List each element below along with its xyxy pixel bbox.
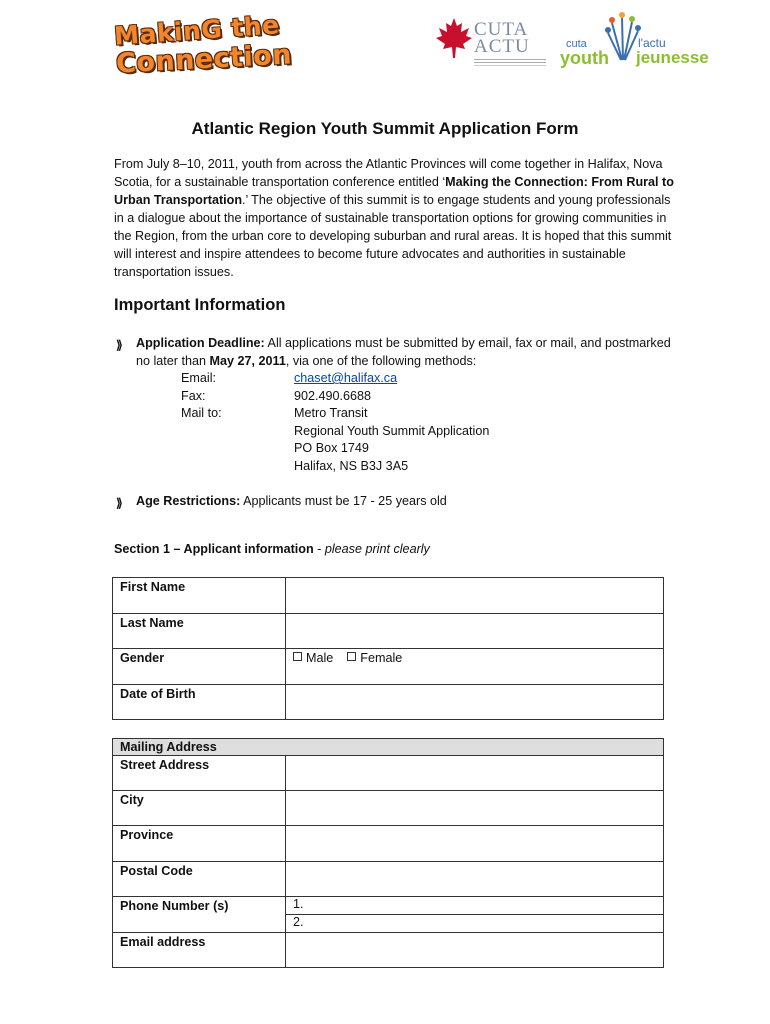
table-row (113, 578, 664, 614)
table-row (113, 897, 664, 915)
email-label: Email: (181, 371, 216, 385)
phone-2-field[interactable]: 2. (286, 915, 664, 933)
email-link[interactable]: chaset@halifax.ca (294, 371, 398, 385)
table-row (113, 739, 664, 756)
intro-paragraph (114, 155, 674, 281)
table-row (113, 862, 664, 897)
city-field[interactable] (286, 791, 664, 826)
gender-label: Gender (113, 649, 286, 685)
applicant-table (112, 577, 664, 720)
female-checkbox[interactable] (347, 652, 356, 661)
intro-text-1: From July 8–10, 2011, youth from across the Atlantic Provinces will come together in Halifax, Nova Scotia, for a sustainable transportation conference entitled ‘ (114, 157, 663, 189)
intro-text-2: .’ The objective of this summit is to engage students and young professionals in a dialogue about the importance of sustainable transportation options for growing communities in the Region, from the urban core to developing suburban and rural areas. It is hoped that this summit will interest and inspire attendees to become future advocates and authorities in sustainable transportation issues. (114, 193, 672, 279)
jeunesse-text: jeunesse (636, 48, 709, 67)
section-1-separator: - (313, 542, 325, 556)
phone-1-field[interactable]: 1. (286, 897, 664, 915)
male-checkbox[interactable] (293, 652, 302, 661)
deadline-text-1: All applications must be submitted by email, fax or mail, and postmarked no later than (136, 336, 671, 368)
logo-line-2: Connection (115, 39, 293, 80)
mail-line-2: Regional Youth Summit Application (294, 424, 490, 438)
province-label: Province (113, 826, 286, 862)
cuta-text: CUTA (474, 19, 529, 40)
mailing-address-header: Mailing Address (113, 739, 664, 756)
street-label: Street Address (113, 756, 286, 791)
intro-conference-name: Making the Connection: From Rural to Urban Transportation (114, 175, 674, 207)
table-row (113, 791, 664, 826)
first-name-label: First Name (113, 578, 286, 614)
table-row (113, 649, 664, 685)
mail-line-3: PO Box 1749 (294, 441, 369, 455)
double-arrow-icon: ⟫ (116, 338, 123, 352)
table-row (113, 933, 664, 968)
phone-label: Phone Number (s) (113, 897, 286, 933)
deadline-date: May 27, 2011 (209, 354, 286, 368)
dob-field[interactable] (286, 685, 664, 720)
table-row (113, 685, 664, 720)
table-row (113, 826, 664, 862)
gender-field (286, 649, 664, 685)
mail-label: Mail to: (181, 406, 222, 420)
deadline-text-2: , via one of the following methods: (285, 354, 477, 368)
province-field[interactable] (286, 826, 664, 862)
street-field[interactable] (286, 756, 664, 791)
male-label: Male (306, 651, 334, 665)
mailing-table (112, 738, 664, 968)
postal-label: Postal Code (113, 862, 286, 897)
postal-field[interactable] (286, 862, 664, 897)
deadline-label: Application Deadline: (136, 336, 265, 350)
email-address-field[interactable] (286, 933, 664, 968)
maple-leaf-icon (434, 16, 474, 60)
age-text: Applicants must be 17 - 25 years old (240, 494, 447, 508)
last-name-field[interactable] (286, 614, 664, 649)
important-heading: Important Information (114, 296, 286, 314)
email-address-label: Email address (113, 933, 286, 968)
cuta-actu-logo (434, 12, 544, 72)
logo-fine-print (474, 59, 546, 60)
age-label: Age Restrictions: (136, 494, 241, 508)
section-1-heading (114, 542, 430, 556)
making-the-connection-logo (108, 10, 298, 78)
table-row (113, 756, 664, 791)
youth-text: youth (560, 48, 609, 68)
youth-cuta-text: cuta (566, 38, 587, 50)
dob-label: Date of Birth (113, 685, 286, 720)
mail-line-1: Metro Transit (294, 406, 368, 420)
table-row (113, 614, 664, 649)
lactu-text: l'actu (638, 36, 666, 50)
cuta-youth-logo (556, 10, 709, 72)
actu-text: ACTU (474, 36, 530, 57)
city-label: City (113, 791, 286, 826)
fax-value: 902.490.6688 (294, 389, 372, 403)
logo-line-1: MakinG the (113, 10, 281, 51)
mail-line-4: Halifax, NS B3J 3A5 (294, 459, 409, 473)
last-name-label: Last Name (113, 614, 286, 649)
page-title: Atlantic Region Youth Summit Application Form (191, 119, 579, 138)
female-label: Female (360, 651, 403, 665)
section-1-note: please print clearly (324, 542, 430, 556)
first-name-field[interactable] (286, 578, 664, 614)
double-arrow-icon: ⟫ (116, 496, 123, 510)
fax-label: Fax: (181, 389, 206, 403)
section-1-title: Section 1 – Applicant information (114, 542, 314, 556)
